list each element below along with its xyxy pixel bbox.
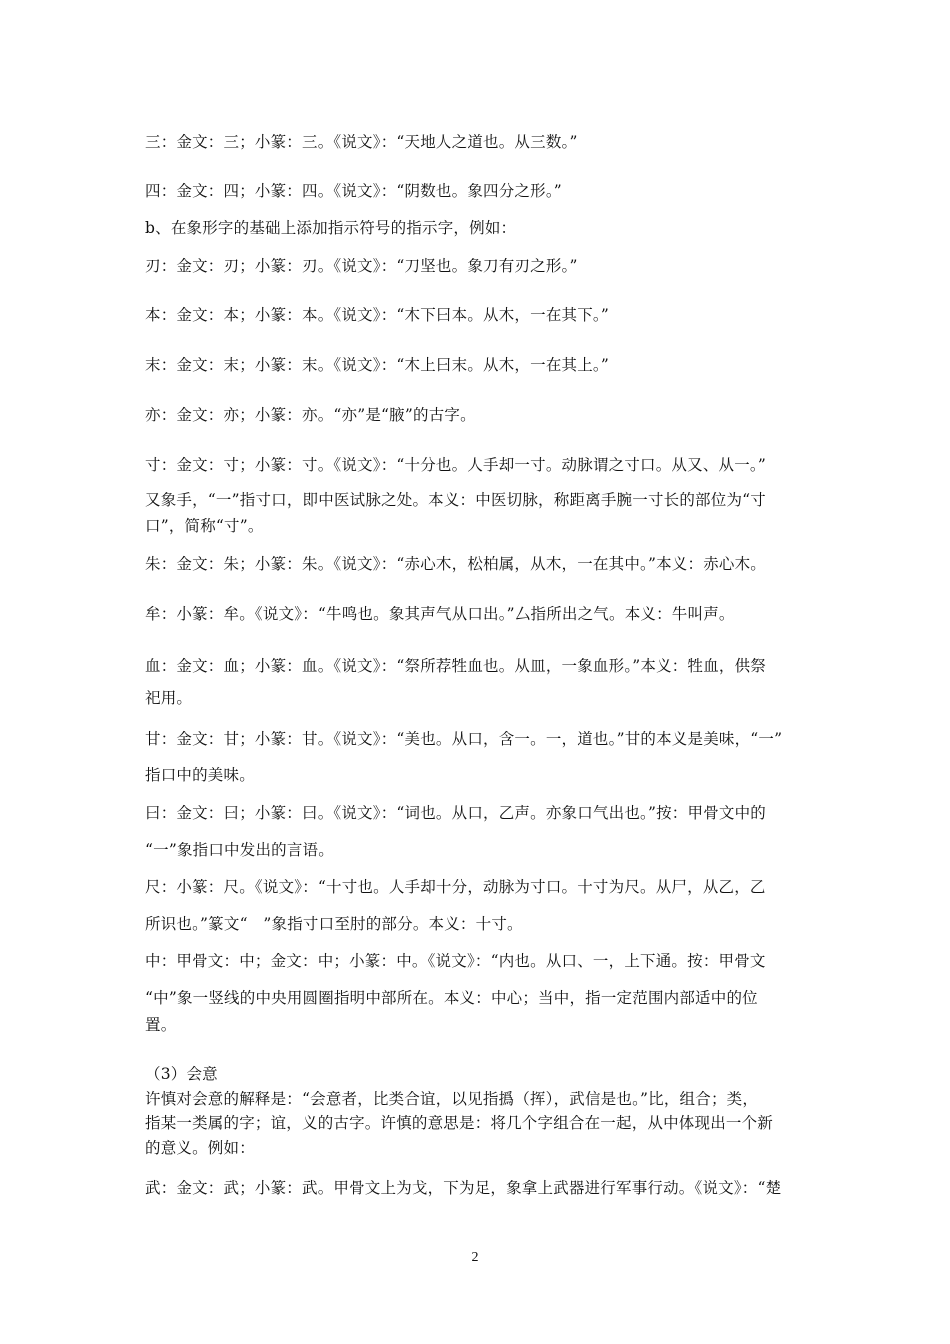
text-line-20: 所识也。”篆文“ ”象指寸口至肘的部分。本义：十寸。 — [145, 915, 523, 933]
section-heading-huiyi: （3）会意 — [145, 1065, 218, 1083]
text-line-1: 三：金文：三；小篆：三。《说文》：“天地人之道也。从三数。” — [145, 133, 578, 151]
text-line-14: 祀用。 — [145, 689, 193, 707]
text-line-25: 许慎对会意的解释是：“会意者，比类合谊，以见指撝（挥），武信是也。”比，组合；类， — [145, 1090, 759, 1108]
text-line-12: 牟：小篆：牟。《说文》：“牛鸣也。象其声气从口出。”厶指所出之气。本义：牛叫声。 — [145, 605, 735, 623]
text-line-4: 刃：金文：刃；小篆：刃。《说文》：“刀坚也。象刀有刃之形。” — [145, 257, 578, 275]
text-line-11: 朱：金文：朱；小篆：朱。《说文》：“赤心木，松柏属，从木，一在其中。”本义：赤心木。 — [145, 555, 767, 573]
text-line-18: “一”象指口中发出的言语。 — [145, 841, 334, 859]
text-line-8: 寸：金文：寸；小篆：寸。《说文》：“十分也。人手却一寸。动脉谓之寸口。从又、从一。” — [145, 456, 767, 474]
text-line-23: 置。 — [145, 1016, 177, 1034]
text-line-2: 四：金文：四；小篆：四。《说文》：“阴数也。象四分之形。” — [145, 182, 562, 200]
text-line-17: 曰：金文：曰；小篆：曰。《说文》：“词也。从口，乙声。亦象口气出也。”按：甲骨文中的 — [145, 804, 767, 822]
text-line-28: 武：金文：武；小篆：武。甲骨文上为戈，下为足，象拿上武器进行军事行动。《说文》：“楚 — [145, 1179, 782, 1197]
text-line-3: b、在象形字的基础上添加指示符号的指示字，例如： — [145, 219, 517, 237]
text-line-13: 血：金文：血；小篆：血。《说文》：“祭所荐牲血也。从皿，一象血形。”本义：牲血，供祭 — [145, 657, 767, 675]
text-line-10: 口”，简称“寸”。 — [145, 517, 264, 535]
page-number: 2 — [471, 1250, 479, 1265]
text-line-7: 亦：金文：亦；小篆：亦。“亦”是“腋”的古字。 — [145, 406, 476, 424]
text-line-9: 又象手，“一”指寸口，即中医试脉之处。本义：中医切脉，称距离手腕一寸长的部位为“寸 — [145, 491, 766, 509]
text-line-16: 指口中的美味。 — [145, 766, 255, 784]
text-line-19: 尺：小篆：尺。《说文》：“十寸也。人手却十分，动脉为寸口。十寸为尺。从尸，从乙，乙 — [145, 878, 766, 896]
text-line-27: 的意义。例如： — [145, 1139, 255, 1157]
text-line-21: 中：甲骨文：中；金文：中；小篆：中。《说文》：“内也。从口、一，上下通。按：甲骨文 — [145, 952, 766, 970]
text-line-22: “中”象一竖线的中央用圆圈指明中部所在。本义：中心；当中，指一定范围内部适中的位 — [145, 989, 758, 1007]
text-line-15: 甘：金文：甘；小篆：甘。《说文》：“美也。从口，含一。一，道也。”甘的本义是美味，“一” — [145, 730, 783, 748]
text-line-5: 本：金文：本；小篆：本。《说文》：“木下曰本。从木，一在其下。” — [145, 306, 610, 324]
text-line-26: 指某一类属的字；谊，义的古字。许慎的意思是：将几个字组合在一起，从中体现出一个新 — [145, 1114, 774, 1132]
text-line-6: 末：金文：末；小篆：末。《说文》：“木上曰末。从木，一在其上。” — [145, 356, 610, 374]
